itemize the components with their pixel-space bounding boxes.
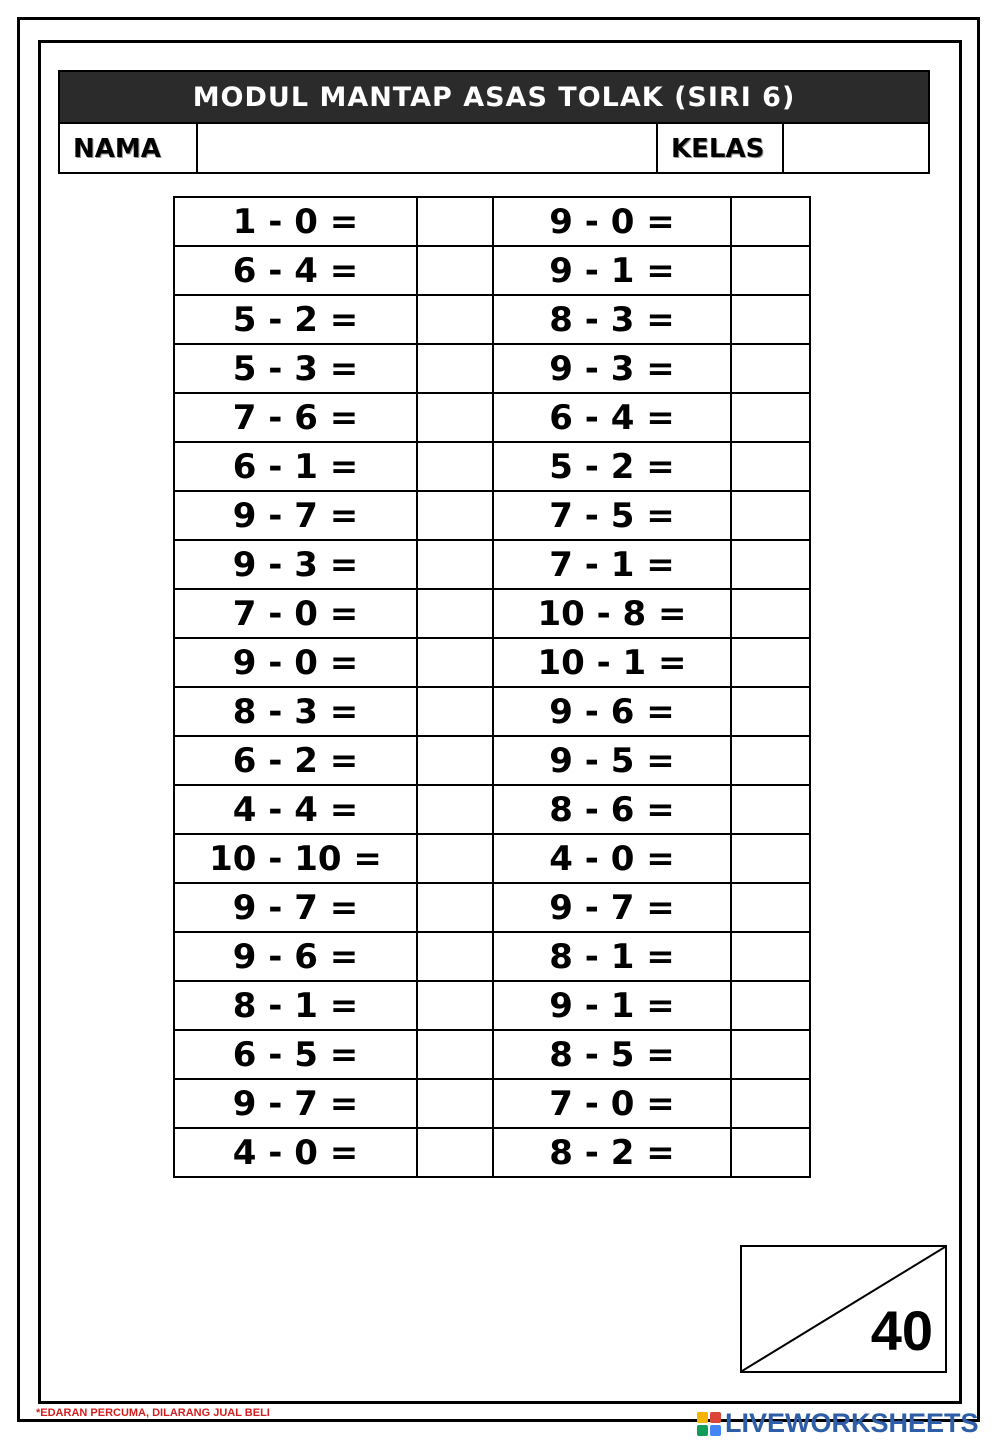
question-row [174, 540, 810, 589]
question-row [174, 393, 810, 442]
question-expression: 9 - 7 = [174, 491, 417, 540]
score-box [740, 1245, 947, 1373]
answer-cell[interactable] [417, 246, 493, 295]
liveworksheets-logo-icon [697, 1412, 721, 1436]
answer-cell[interactable] [731, 932, 810, 981]
logo-tile [710, 1412, 721, 1423]
question-expression: 9 - 3 = [174, 540, 417, 589]
question-row [174, 295, 810, 344]
question-row [174, 246, 810, 295]
answer-cell[interactable] [417, 540, 493, 589]
answer-cell[interactable] [417, 1079, 493, 1128]
answer-cell[interactable] [731, 834, 810, 883]
question-expression: 9 - 7 = [174, 1079, 417, 1128]
answer-cell[interactable] [417, 785, 493, 834]
answer-cell[interactable] [417, 1030, 493, 1079]
answer-cell[interactable] [417, 932, 493, 981]
logo-tile [710, 1425, 721, 1436]
answer-cell[interactable] [731, 589, 810, 638]
question-row [174, 442, 810, 491]
question-expression: 9 - 5 = [493, 736, 731, 785]
answer-cell[interactable] [417, 981, 493, 1030]
question-expression: 6 - 2 = [174, 736, 417, 785]
question-expression: 9 - 6 = [493, 687, 731, 736]
questions-body [174, 197, 810, 1177]
answer-cell[interactable] [731, 442, 810, 491]
question-expression: 8 - 5 = [493, 1030, 731, 1079]
question-row [174, 197, 810, 246]
worksheet-header [58, 70, 930, 174]
answer-cell[interactable] [417, 589, 493, 638]
question-expression: 7 - 0 = [174, 589, 417, 638]
question-expression: 10 - 10 = [174, 834, 417, 883]
answer-cell[interactable] [731, 393, 810, 442]
logo-tile [697, 1412, 708, 1423]
score-total: 40 [870, 1299, 933, 1362]
answer-cell[interactable] [731, 736, 810, 785]
question-row [174, 1128, 810, 1177]
question-row [174, 736, 810, 785]
question-expression: 5 - 3 = [174, 344, 417, 393]
answer-cell[interactable] [417, 1128, 493, 1177]
question-expression: 7 - 6 = [174, 393, 417, 442]
question-row [174, 589, 810, 638]
answer-cell[interactable] [417, 687, 493, 736]
student-info-row [60, 124, 928, 174]
worksheet-title: MODUL MANTAP ASAS TOLAK (SIRI 6) [60, 72, 928, 124]
question-expression: 6 - 4 = [174, 246, 417, 295]
class-field[interactable] [784, 124, 928, 174]
question-expression: 9 - 0 = [493, 197, 731, 246]
answer-cell[interactable] [731, 491, 810, 540]
answer-cell[interactable] [731, 1030, 810, 1079]
question-expression: 5 - 2 = [493, 442, 731, 491]
answer-cell[interactable] [417, 883, 493, 932]
answer-cell[interactable] [731, 1128, 810, 1177]
question-row [174, 687, 810, 736]
question-expression: 8 - 2 = [493, 1128, 731, 1177]
question-expression: 8 - 1 = [493, 932, 731, 981]
question-expression: 10 - 1 = [493, 638, 731, 687]
question-expression: 9 - 0 = [174, 638, 417, 687]
question-expression: 8 - 6 = [493, 785, 731, 834]
question-expression: 7 - 0 = [493, 1079, 731, 1128]
question-expression: 7 - 5 = [493, 491, 731, 540]
question-expression: 9 - 1 = [493, 981, 731, 1030]
question-expression: 5 - 2 = [174, 295, 417, 344]
answer-cell[interactable] [417, 393, 493, 442]
question-expression: 4 - 0 = [493, 834, 731, 883]
answer-cell[interactable] [417, 442, 493, 491]
question-expression: 10 - 8 = [493, 589, 731, 638]
question-expression: 9 - 3 = [493, 344, 731, 393]
question-expression: 9 - 7 = [493, 883, 731, 932]
question-row [174, 1079, 810, 1128]
answer-cell[interactable] [731, 1079, 810, 1128]
answer-cell[interactable] [731, 687, 810, 736]
question-row [174, 834, 810, 883]
question-row [174, 932, 810, 981]
question-expression: 8 - 1 = [174, 981, 417, 1030]
footer-note: *EDARAN PERCUMA, DILARANG JUAL BELI [36, 1407, 270, 1419]
answer-cell[interactable] [417, 638, 493, 687]
question-row [174, 785, 810, 834]
answer-cell[interactable] [731, 638, 810, 687]
question-expression: 6 - 1 = [174, 442, 417, 491]
question-expression: 7 - 1 = [493, 540, 731, 589]
question-row [174, 491, 810, 540]
question-row [174, 1030, 810, 1079]
question-expression: 4 - 0 = [174, 1128, 417, 1177]
question-expression: 1 - 0 = [174, 197, 417, 246]
question-row [174, 883, 810, 932]
liveworksheets-brand[interactable] [697, 1408, 979, 1439]
answer-cell[interactable] [417, 491, 493, 540]
name-label: NAMA [60, 124, 198, 174]
answer-cell[interactable] [731, 883, 810, 932]
class-label: KELAS [658, 124, 784, 174]
answer-cell[interactable] [731, 197, 810, 246]
question-expression: 9 - 6 = [174, 932, 417, 981]
answer-cell[interactable] [731, 295, 810, 344]
answer-cell[interactable] [731, 981, 810, 1030]
question-expression: 4 - 4 = [174, 785, 417, 834]
brand-name: LIVEWORKSHEETS [725, 1408, 979, 1438]
answer-cell[interactable] [417, 295, 493, 344]
question-row [174, 344, 810, 393]
question-expression: 8 - 3 = [174, 687, 417, 736]
question-expression: 9 - 7 = [174, 883, 417, 932]
answer-cell[interactable] [417, 344, 493, 393]
logo-tile [697, 1425, 708, 1436]
answer-cell[interactable] [731, 344, 810, 393]
question-expression: 6 - 5 = [174, 1030, 417, 1079]
questions-table [173, 196, 811, 1178]
answer-cell[interactable] [417, 834, 493, 883]
answer-cell[interactable] [417, 736, 493, 785]
answer-cell[interactable] [731, 785, 810, 834]
question-expression: 6 - 4 = [493, 393, 731, 442]
question-row [174, 638, 810, 687]
name-field[interactable] [198, 124, 658, 174]
question-expression: 9 - 1 = [493, 246, 731, 295]
answer-cell[interactable] [417, 197, 493, 246]
question-row [174, 981, 810, 1030]
question-expression: 8 - 3 = [493, 295, 731, 344]
answer-cell[interactable] [731, 246, 810, 295]
answer-cell[interactable] [731, 540, 810, 589]
